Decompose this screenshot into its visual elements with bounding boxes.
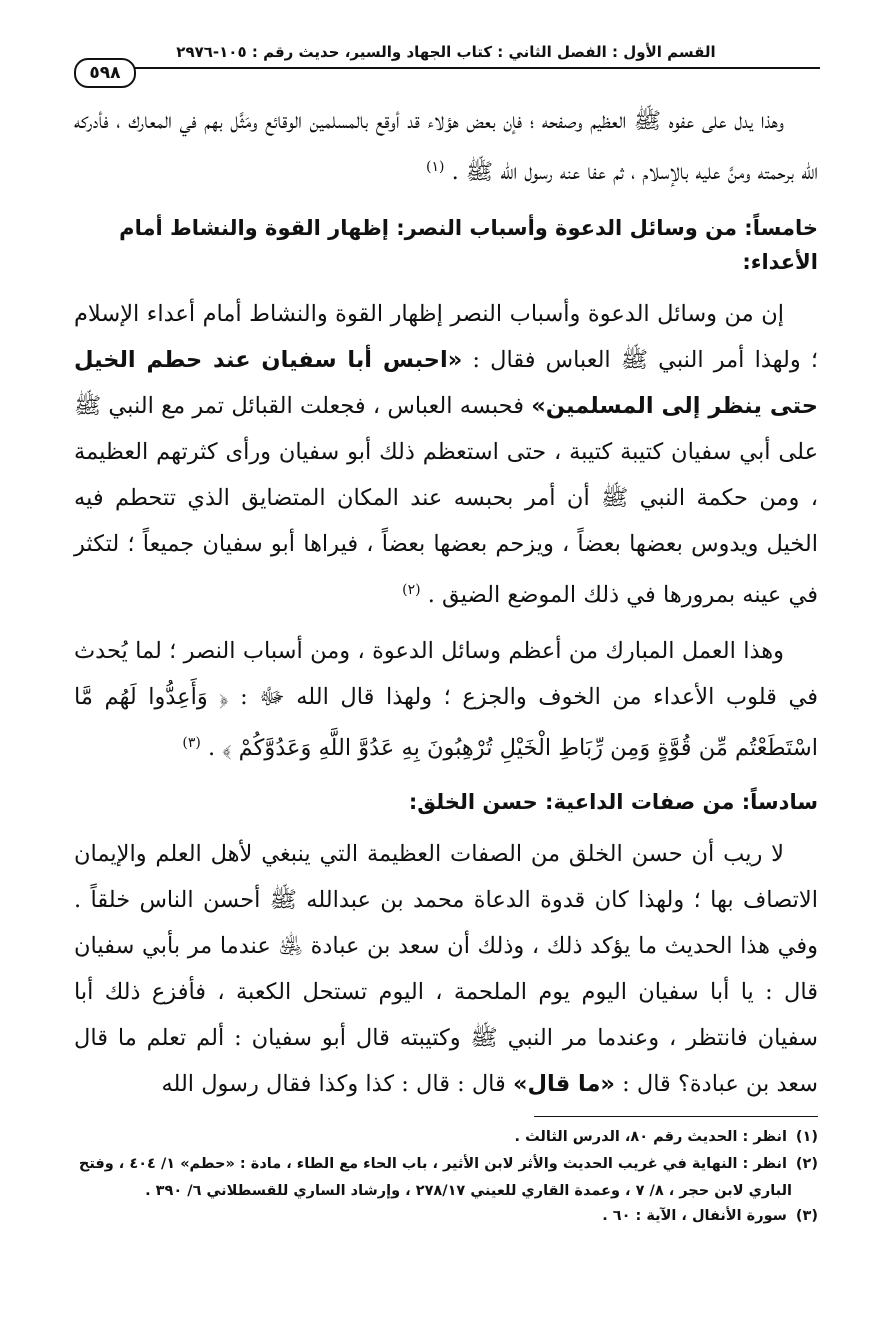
- running-head: القسم الأول : الفصل الثاني : كتاب الجهاد والسير، حديث رقم : ١٠٥-٢٩٧٦: [176, 43, 716, 61]
- section-heading-sixth: سادساً: من صفات الداعية: حسن الخلق:: [408, 790, 818, 814]
- quran-verse: ﴿ وَأَعِدُّوا لَهُم مَّا اسْتَطَعْتُم مِّن قُوَّةٍ وَمِن رِّبَاطِ الْخَيْلِ تُرْهِبُونَ بِهِ عَدُوَّ اللَّهِ وَعَدُوَّكُمْ ﴾: [74, 684, 818, 761]
- hadith-quote: «ما قال»: [512, 1071, 615, 1097]
- paragraph-text: .: [207, 735, 216, 761]
- paragraph-text: وهذا يدل على عفوه ﷺ العظيم وصفحه ؛ فإن بعض هؤلاء قد أوقع بالمسلمين الوقائع ومَثَّل بهم في المعارك ، فأدركه الله برحمته ومنَّ عليه بالإسلام ، ثم عفا عنه رسول الله ﷺ .: [74, 108, 818, 185]
- footnote-1: [74, 1125, 818, 1150]
- paragraph-good-character: [74, 831, 818, 1107]
- footnotes: [74, 1125, 818, 1231]
- footnote-text: سورة الأنفال ، الآية : ٦٠ .: [602, 1208, 787, 1224]
- paragraph-text: إن من وسائل الدعوة وأسباب النصر إظهار القوة والنشاط أمام أعداء الإسلام ؛ ولهذا أمر النبي ﷺ العباس فقال :: [74, 301, 819, 373]
- main-text: [74, 98, 818, 1107]
- paragraph-means-of-victory: [74, 628, 818, 771]
- footnote-ref-2: (٢): [402, 582, 421, 598]
- footnote-2: [74, 1152, 818, 1177]
- footnote-number: (٣): [795, 1208, 818, 1224]
- header-rule: [130, 67, 820, 69]
- paragraph-text: لا ريب أن حسن الخلق من الصفات العظيمة التي ينبغي لأهل العلم والإيمان الاتصاف بها ؛ ولهذا كان قدوة الدعاة محمد بن عبدالله ﷺ أحسن الناس خلقاً . وفي هذا الحديث ما يؤكد ذلك ، وذلك أن سعد بن عبادة ﵁ عندما مر بأبي سفيان قال : يا أبا سفيان اليوم يوم الملحمة ، اليوم تستحل الكعبة ، فأفزع ذلك أبا سفيان فانتظر ، وعندما مر النبي ﷺ وكتيبته قال أبو سفيان : ألم تعلم ما قال سعد بن عبادة؟ قال :: [74, 841, 818, 1097]
- section-heading-fifth: خامساً: من وسائل الدعوة وأسباب النصر: إظهار القوة والنشاط أمام الأعداء:: [119, 216, 818, 274]
- footnote-number: (٢): [795, 1156, 818, 1172]
- footnotes-rule: [534, 1116, 818, 1117]
- paragraph-text: وهذا العمل المبارك من أعظم وسائل الدعوة ، ومن أسباب النصر ؛ لما يُحدث في قلوب الأعداء من الخوف والجزع ؛ ولهذا قال الله ﷻ :: [74, 638, 818, 710]
- paragraph-text: قال : قال : كذا وكذا فقال رسول الله: [161, 1071, 506, 1097]
- footnote-text: انظر : النهاية في غريب الحديث والأثر لابن الأثير ، باب الحاء مع الطاء ، مادة : «حطم» ١/ ٤٠٤ ، وفتح: [78, 1156, 787, 1172]
- footnote-3: [74, 1204, 818, 1229]
- hadith-quote: «احبس أبا سفيان عند حطم الخيل حتى ينظر إلى المسلمين»: [74, 347, 818, 419]
- footnote-text: انظر : الحديث رقم ٨٠، الدرس الثالث .: [514, 1129, 787, 1145]
- paragraph-text: فحبسه العباس ، فجعلت القبائل تمر مع النبي ﷺ على أبي سفيان كتيبة كتيبة ، حتى استعظم ذلك أبو سفيان ورأى كثرتهم العظيمة ، ومن حكمة النبي ﷺ أن أمر بحبسه عند المكان المتضايق الذي تتحطم فيه الخيل ويدوس بعضها بعضاً ، ويزحم بعضها بعضاً ، فيراها أبو سفيان جميعاً ؛ لتكثر في عينه بمرورها في ذلك الموضع الضيق .: [74, 393, 818, 608]
- paragraph-show-of-strength: [74, 291, 818, 618]
- footnote-ref-1: (١): [426, 159, 445, 175]
- footnote-number: (١): [795, 1129, 818, 1145]
- paragraph-forgiveness: [74, 98, 818, 195]
- page-number: ٥٩٨: [74, 58, 136, 88]
- footnote-ref-3: (٣): [182, 735, 201, 751]
- footnote-2-continuation: الباري لابن حجر ، ٨/ ٧ ، وعمدة القاري للعيني ٢٧٨/١٧ ، وإرشاد الساري للقسطلاني ٦/ ٣٩٠ .: [145, 1183, 792, 1199]
